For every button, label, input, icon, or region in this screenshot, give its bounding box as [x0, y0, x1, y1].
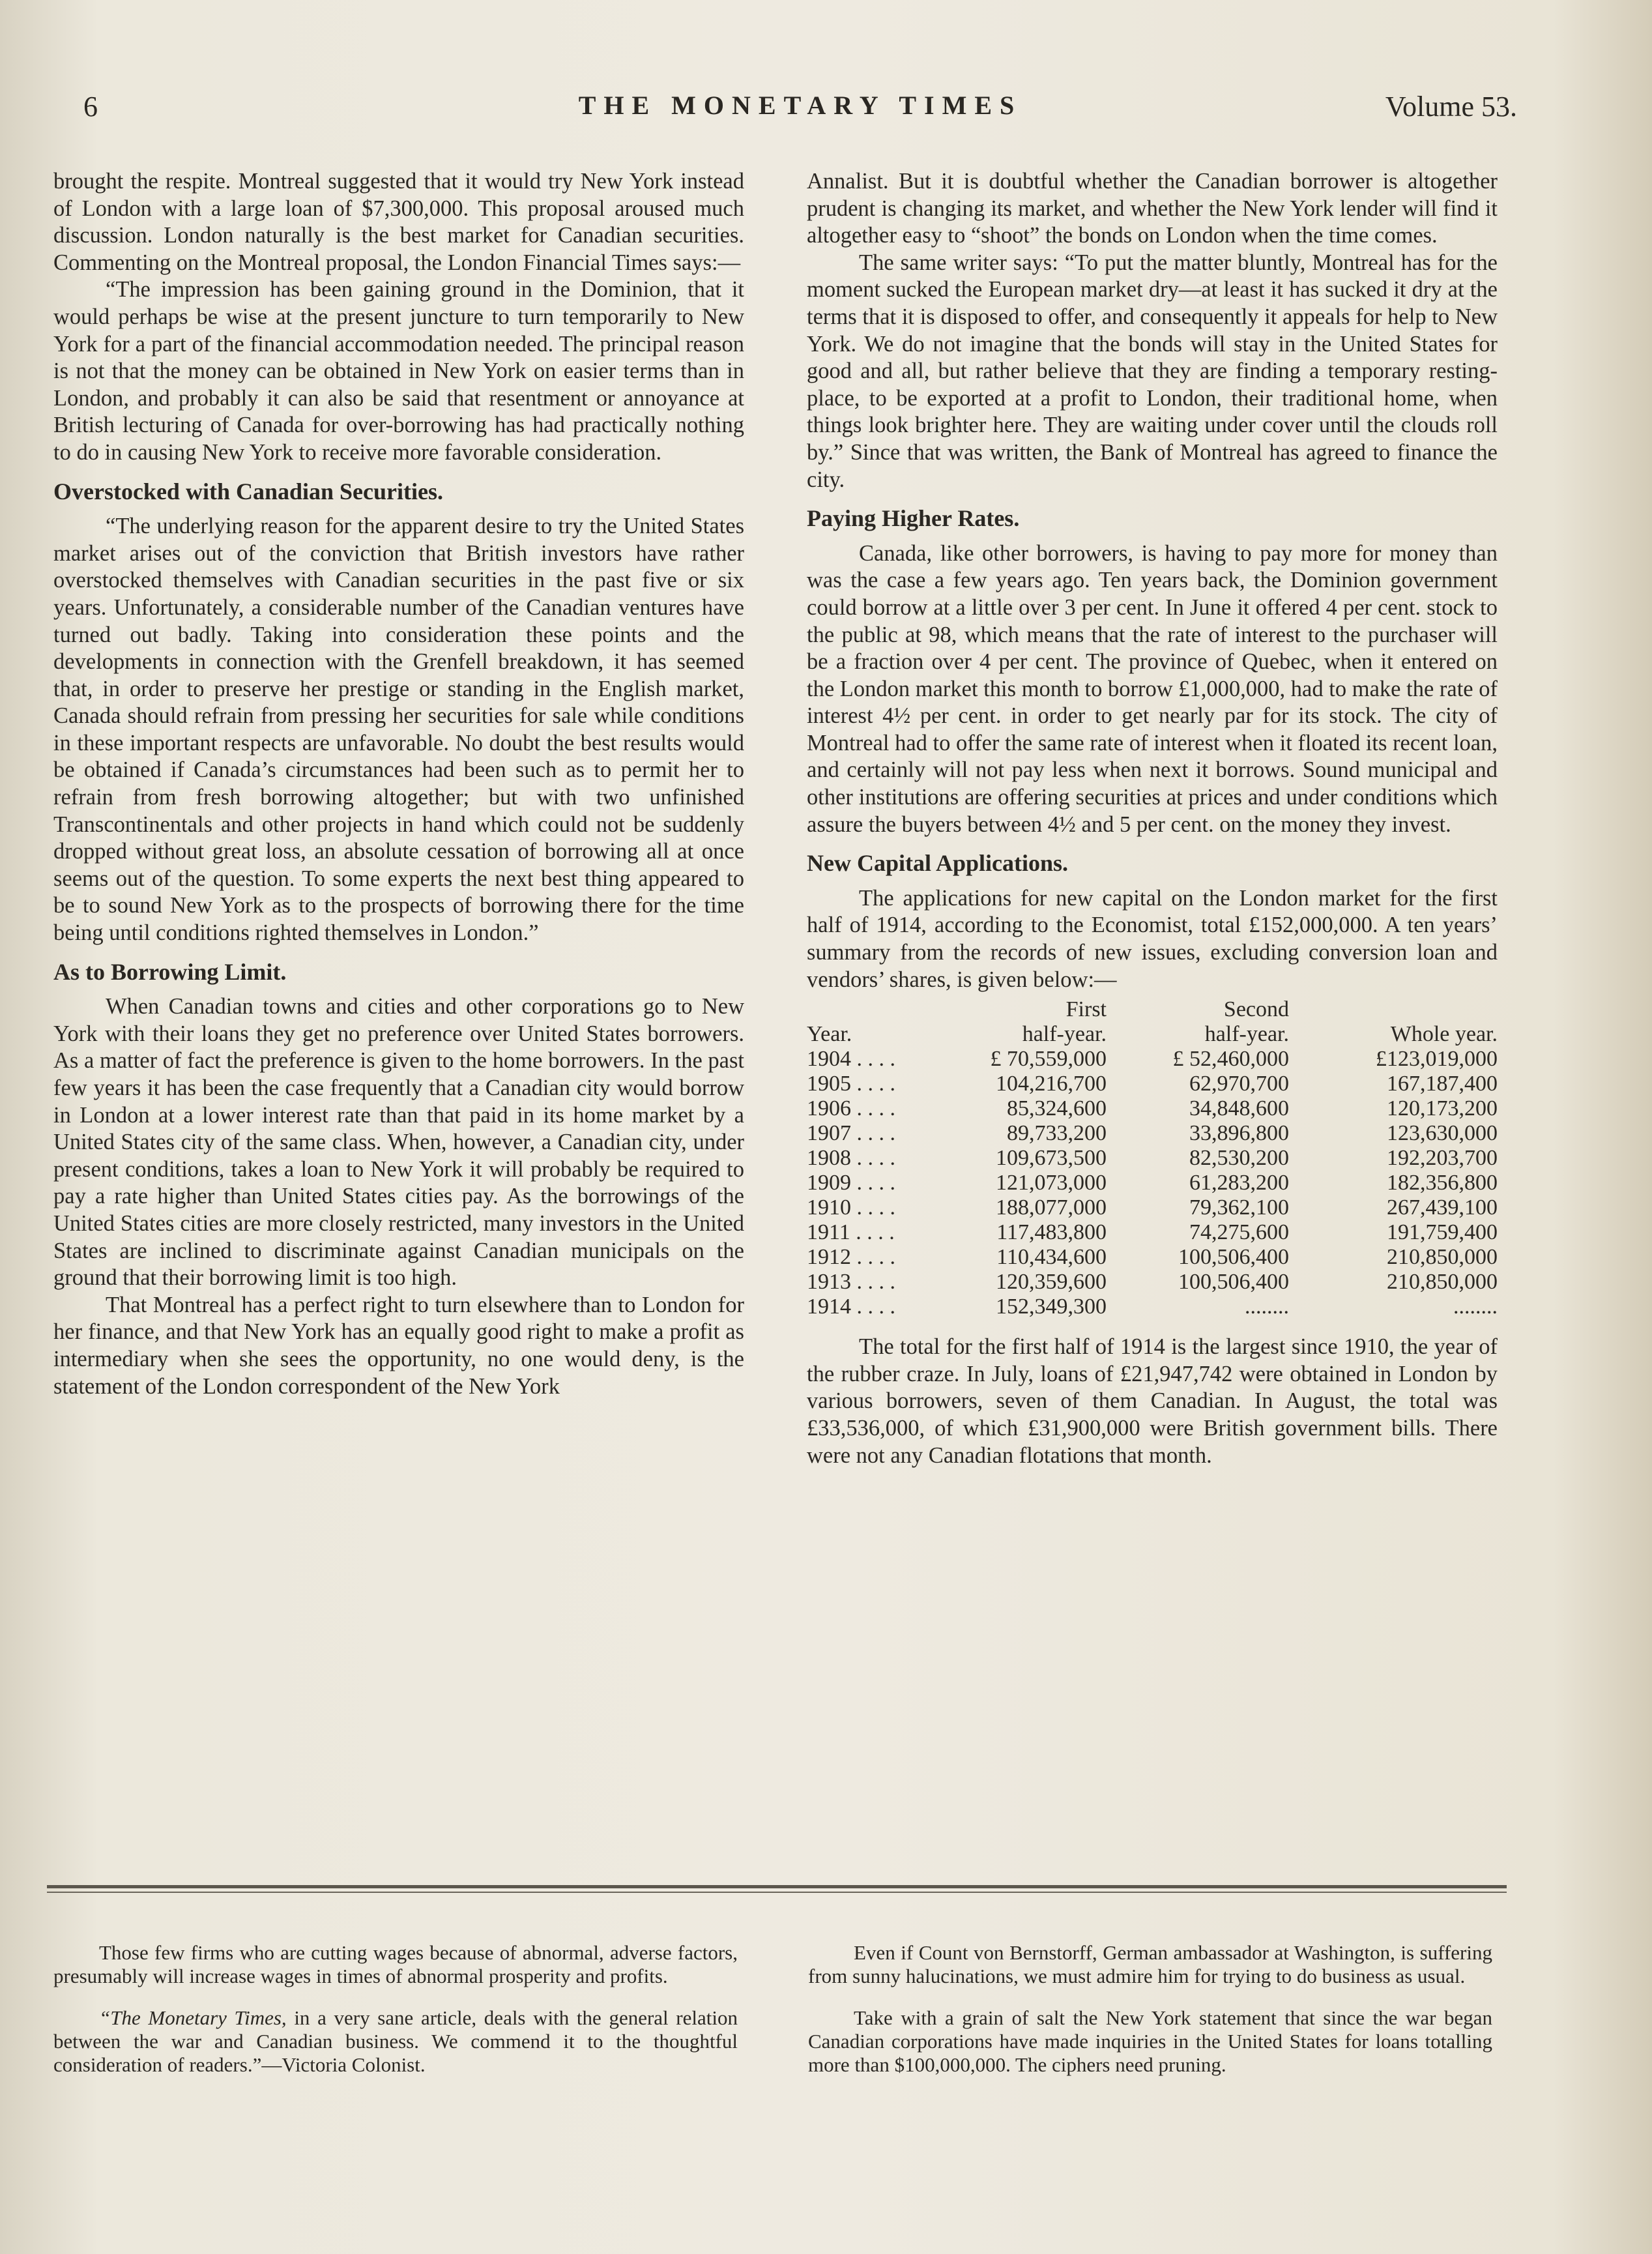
- table-cell-second-half: 33,896,800: [1189, 1121, 1289, 1146]
- table-row: [807, 1121, 1498, 1146]
- table-cell-year: 1906 . . . .: [807, 1096, 895, 1121]
- section-heading: New Capital Applications.: [807, 850, 1069, 877]
- table-row: [807, 1295, 1498, 1319]
- paragraph: “The underlying reason for the apparent desire to try the United States market arises out of the conviction that British investors have rather overstocked themselves with Canadian securities in the past five or six years. Unfortunately, a considerable number of the Canadian ventures have turned out badly. Taking into consideration these points and the developments in connection with the Grenfell breakdown, it has seemed that, in order to preserve her prestige or standing in the English market, Canada should refrain from pressing her securities for sale while conditions in these important respects are unfavorable. No doubt the best results would be obtained if Canada’s circumstances had been such as to permit her to refrain from fresh borrowing altogether; but with two unfinished Transcontinentals and other projects in hand which could not be suddenly dropped without great loss, an absolute cessation of borrowing all at once seems out of the question. To some experts the next best thing appeared to be to sound New York as to the prospects of borrowing there for the time being until conditions righted themselves in London.”: [53, 514, 744, 946]
- footer-right-column: [808, 1941, 1492, 2095]
- table-cell-first-half: 152,349,300: [996, 1295, 1107, 1319]
- page-header: [83, 90, 1517, 136]
- table-cell-whole-year: 210,850,000: [1387, 1245, 1498, 1270]
- table-cell-first-half: 188,077,000: [996, 1195, 1107, 1220]
- table-cell-second-half: 34,848,600: [1189, 1096, 1289, 1121]
- table-cell-whole-year: 120,173,200: [1387, 1096, 1498, 1121]
- paragraph: “The impression has been gaining ground in the Dominion, that it would perhaps be wise at the present juncture to turn temporarily to New York for a part of the financial accommodation needed. The principal reason is not that the money can be obtained in New York on easier terms than in London, and probably it can also be said that resentment or annoyance at British lecturing of Canada for over-borrowing has had practically nothing to do in causing New York to receive more favorable consideration.: [53, 277, 744, 465]
- paragraph: Annalist. But it is doubtful whether the Canadian borrower is altogether prudent is changing its market, and whether the New York lender will find it altogether easy to “shoot” the bonds on London when the time comes.: [807, 169, 1498, 248]
- table-cell-whole-year: 191,759,400: [1387, 1220, 1498, 1245]
- table-row: [807, 1220, 1498, 1245]
- paragraph: The same writer says: “To put the matter bluntly, Montreal has for the moment sucked the European market dry—at least it has sucked it dry at the terms that it is disposed to offer, and consequently it appeals for help to New York. We do not imagine that the bonds will stay in the United States for good and all, but rather believe that they are finding a temporary resting-place, to be exported at a profit to London, their traditional home, when things look brighter here. They are waiting under cover until the clouds roll by.” Since that was written, the Bank of Montreal has agreed to finance the city.: [807, 250, 1498, 492]
- table-cell-first-half: 104,216,700: [996, 1072, 1107, 1096]
- table-row: [807, 1047, 1498, 1072]
- capital-applications-table: [807, 997, 1498, 1319]
- section-heading: Overstocked with Canadian Securities.: [53, 478, 443, 505]
- paragraph: brought the respite. Montreal suggested that it would try New York instead of London with a large loan of $7,300,000. This proposal aroused much discussion. London naturally is the best market for Canadian securities. Commenting on the Montreal proposal, the London Financial Times says:—: [53, 169, 744, 275]
- table-cell-year: 1907 . . . .: [807, 1121, 895, 1146]
- table-cell-year: 1905 . . . .: [807, 1072, 895, 1096]
- table-cell-first-half: £ 70,559,000: [990, 1047, 1107, 1072]
- table-row: [807, 1072, 1498, 1096]
- divider-thin: [47, 1892, 1507, 1893]
- table-cell-second-half: 100,506,400: [1178, 1245, 1289, 1270]
- column-header-second-half: Second half-year.: [1204, 997, 1289, 1047]
- footer-paragraph: Those few firms who are cutting wages because of abnormal, adverse factors, presumably will increase wages in times of abnormal prosperity and profits.: [53, 1941, 738, 1987]
- table-cell-first-half: 120,359,600: [996, 1270, 1107, 1295]
- table-cell-first-half: 110,434,600: [996, 1245, 1107, 1270]
- table-cell-whole-year: 167,187,400: [1387, 1072, 1498, 1096]
- table-row: [807, 1245, 1498, 1270]
- table-row: [807, 1096, 1498, 1121]
- footer-divider: [47, 1885, 1507, 1893]
- table-cell-whole-year: ........: [1453, 1295, 1498, 1319]
- table-cell-second-half: 82,530,200: [1189, 1146, 1289, 1171]
- table-cell-second-half: 61,283,200: [1189, 1171, 1289, 1195]
- footer-paragraph: [53, 2006, 738, 2077]
- table-row: [807, 1195, 1498, 1220]
- table-cell-year: 1914 . . . .: [807, 1295, 895, 1319]
- journal-title: THE MONETARY TIMES: [578, 91, 1022, 120]
- paragraph: That Montreal has a perfect right to turn elsewhere than to London for her finance, and that New York has an equally good right to make a profit as intermediary when she sees the opportunity, no one would deny, is the statement of the London correspondent of the New York: [53, 1292, 744, 1399]
- table-row: [807, 1270, 1498, 1295]
- paragraph: The total for the first half of 1914 is the largest since 1910, the year of the rubber craze. In July, loans of £21,947,742 were obtained in London by various borrowers, seven of them Canadian. In August, the total was £33,536,000, of which £31,900,000 were British government bills. There were not any Canadian flotations that month.: [807, 1334, 1498, 1468]
- footer-paragraph: Take with a grain of salt the New York statement that since the war began Canadian corporations have made inquiries in the United States for loans totalling more than $100,000,000. The ciphers need pruning.: [808, 2006, 1492, 2076]
- page-number: 6: [83, 91, 98, 123]
- section-heading: Paying Higher Rates.: [807, 505, 1020, 532]
- table-cell-second-half: 79,362,100: [1189, 1195, 1289, 1220]
- table-cell-year: 1912 . . . .: [807, 1245, 895, 1270]
- column-header-whole-year: Whole year.: [1390, 1022, 1498, 1047]
- paragraph: When Canadian towns and cities and other corporations go to New York with their loans they get no preference over United States borrowers. As a matter of fact the preference is given to the home borrowers. In the past few years it has been the case frequently that a Canadian city would borrow in London at a lower interest rate than that paid in its home market by a United States city of the same class. When, however, a Canadian city, under present conditions, takes a loan to New York it will probably be required to pay a rate higher than United States cities pay. As the borrowings of the United States cities are more closely restricted, many investors in the United States are inclined to discriminate against Canadian municipals on the ground that their borrowing limit is too high.: [53, 994, 744, 1291]
- table-cell-year: 1908 . . . .: [807, 1146, 895, 1171]
- table-cell-year: 1913 . . . .: [807, 1270, 895, 1295]
- table-cell-first-half: 121,073,000: [996, 1171, 1107, 1195]
- table-cell-whole-year: 192,203,700: [1387, 1146, 1498, 1171]
- table-cell-second-half: 100,506,400: [1178, 1270, 1289, 1295]
- table-row: [807, 1146, 1498, 1171]
- table-cell-first-half: 109,673,500: [996, 1146, 1107, 1171]
- table-cell-second-half: £ 52,460,000: [1172, 1047, 1289, 1072]
- volume-label: Volume 53.: [1385, 91, 1517, 123]
- paragraph: The applications for new capital on the London market for the first half of 1914, according to the Economist, total £152,000,000. A ten years’ summary from the records of new issues, excluding conversion loan and vendors’ shares, is given below:—: [807, 885, 1498, 992]
- table-cell-second-half: 74,275,600: [1189, 1220, 1289, 1245]
- section-heading: As to Borrowing Limit.: [53, 958, 287, 985]
- footer-left-column: [53, 1941, 738, 2095]
- table-cell-year: 1904 . . . .: [807, 1047, 895, 1072]
- paragraph: Canada, like other borrowers, is having to pay more for money than was the case a few years ago. Ten years back, the Dominion government could borrow at a little over 3 per cent. In June it offered 4 per cent. stock to the public at 98, which means that the rate of interest to the purchaser will be a fraction over 4 per cent. The province of Quebec, when it entered on the London market this month to borrow £1,000,000, had to make the rate of interest 4½ per cent. in order to get nearly par for its stock. The city of Montreal had to offer the same rate of interest when it floated its recent loan, and certainly will not pay less when next it borrows. Sound municipal and other institutions are offering securities at prices and under conditions which assure the buyers between 4½ and 5 per cent. on the money they invest.: [807, 540, 1498, 837]
- table-cell-year: 1910 . . . .: [807, 1195, 895, 1220]
- publication-title: “The Monetary Times,: [99, 2006, 287, 2029]
- table-cell-whole-year: 210,850,000: [1387, 1270, 1498, 1295]
- right-column: [807, 168, 1498, 1469]
- table-cell-second-half: ........: [1245, 1295, 1289, 1319]
- table-cell-second-half: 62,970,700: [1189, 1072, 1289, 1096]
- left-column: [53, 168, 744, 1400]
- table-cell-first-half: 85,324,600: [1007, 1096, 1107, 1121]
- table-cell-first-half: 117,483,800: [996, 1220, 1107, 1245]
- table-cell-year: 1911 . . . .: [807, 1220, 895, 1245]
- footer-paragraph: Even if Count von Bernstorff, German ambassador at Washington, is suffering from sunny halucinations, we must admire him for trying to do business as usual.: [808, 1941, 1492, 1987]
- footer-paragraph-text: in a very sane article, deals with the general relation between the war and Canadian business. We commend it to the thoughtful consideration of readers.”—Victoria Colonist.: [53, 2006, 738, 2076]
- table-cell-whole-year: £123,019,000: [1376, 1047, 1498, 1072]
- column-header-year: Year.: [807, 1022, 852, 1047]
- table-row: [807, 1171, 1498, 1195]
- table-cell-year: 1909 . . . .: [807, 1171, 895, 1195]
- table-cell-whole-year: 267,439,100: [1387, 1195, 1498, 1220]
- divider-thick: [47, 1885, 1507, 1888]
- table-cell-whole-year: 123,630,000: [1387, 1121, 1498, 1146]
- table-cell-first-half: 89,733,200: [1007, 1121, 1107, 1146]
- column-header-first-half: First half-year.: [1022, 997, 1107, 1047]
- table-cell-whole-year: 182,356,800: [1387, 1171, 1498, 1195]
